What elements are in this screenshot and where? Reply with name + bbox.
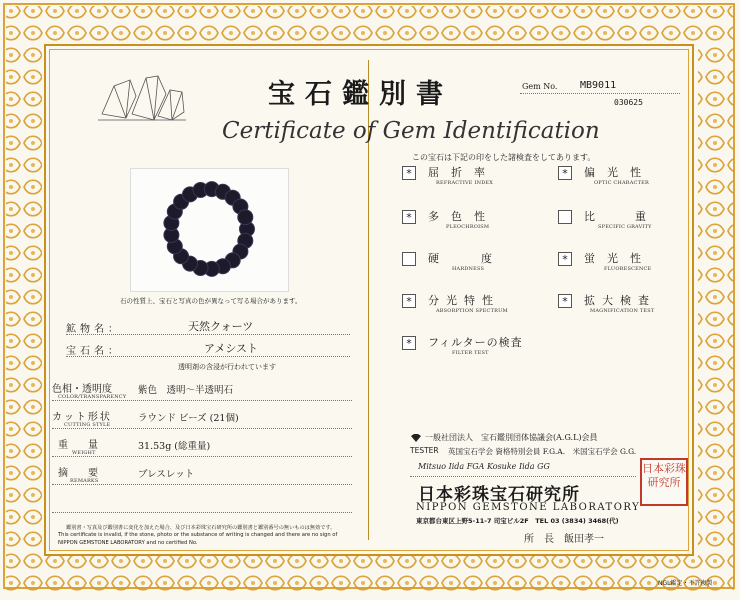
blank-line	[52, 512, 352, 513]
cut-line	[52, 428, 352, 429]
footer-note-en-1: This certificate is invalid, if the stone, photo or the substance of writing is changed and there are no sign of	[58, 532, 338, 538]
certificate-title-jp: 宝石鑑別書	[268, 79, 453, 110]
cut-label-en: CUTTING STYLE	[64, 422, 111, 428]
color-label: 色相・透明度	[52, 384, 112, 395]
test-checkbox-optic-character: *	[558, 166, 572, 180]
test-checkbox-hardness	[402, 252, 416, 266]
color-value: 紫色 透明～半透明石	[138, 385, 234, 396]
test-fluorescence-en: FLUORESCENCE	[604, 266, 652, 272]
weight-label: 重 量	[58, 440, 98, 451]
certificate-title-en: Certificate of Gem Identification	[222, 118, 600, 144]
test-pleochroism-en: PLEOCHROISM	[446, 224, 490, 230]
lab-name-jp: 日本彩珠宝石研究所	[418, 485, 580, 505]
gem-name-value: アメシスト	[204, 342, 259, 355]
remarks-label-en: REMARKS	[70, 478, 99, 484]
bead	[238, 210, 253, 225]
test-absorption-spectrum: 分光特性	[428, 294, 500, 307]
test-checkbox-absorption-spectrum: *	[402, 294, 416, 308]
test-checkbox-filter-test: *	[402, 336, 416, 350]
test-checkbox-magnification-test: *	[558, 294, 572, 308]
test-magnification-test-en: MAGNIFICATION TEST	[590, 308, 655, 314]
weight-line	[52, 456, 352, 457]
test-filter-test: フィルターの検査	[428, 336, 523, 349]
cut-value: ラウンド ビーズ (21個)	[138, 413, 239, 424]
treatment-note: 透明剤の含浸が行われています	[178, 363, 276, 371]
gem-no-label: Gem No.	[522, 82, 558, 91]
test-hardness: 硬度	[428, 252, 534, 265]
gem-photo	[130, 168, 289, 292]
tester-signatures: Mitsuo Iida FGA Kosuke Iida GG	[418, 462, 550, 471]
lab-address: 東京都台東区上野5-11-7 司宝ビル2F TEL 03 (3834) 3468(代)	[416, 517, 619, 525]
cut-label: カット形状	[52, 412, 112, 423]
gem-name-label: 宝石名：	[66, 346, 122, 357]
color-line	[52, 400, 352, 401]
lab-name-en: NIPPON GEMSTONE LABORATORY	[416, 502, 641, 513]
mineral-name-line	[66, 334, 350, 335]
bottom-note: NGL鑑定・不許複製	[658, 580, 713, 587]
photo-note: 石の性質上、宝石と写真の色が異なって写る場合があります。	[120, 297, 302, 305]
tester-text: 英国宝石学会 資格特別会員 F.G.A. 米国宝石学会 G.G.	[448, 447, 637, 456]
signature-line	[410, 476, 636, 477]
crystal-drawing	[96, 74, 188, 122]
test-checkbox-fluorescence: *	[558, 252, 572, 266]
lab-director: 所 長 飯田孝一	[524, 534, 604, 545]
remarks-label: 摘 要	[58, 468, 98, 479]
remarks-value: ブレスレット	[138, 469, 195, 480]
test-optic-character: 偏光性	[584, 166, 653, 179]
test-checkbox-pleochroism: *	[402, 210, 416, 224]
mineral-name-value: 天然クォーツ	[188, 320, 254, 333]
serial-number: 030625	[614, 98, 643, 107]
gem-no-value: MB9011	[580, 80, 617, 91]
test-checkbox-refractive-index: *	[402, 166, 416, 180]
test-optic-character-en: OPTIC CHARACTER	[594, 180, 649, 186]
gem-name-line	[66, 356, 350, 357]
footer-note-jp: 鑑別書・写真及び鑑別書に変化を加えた場合、及び日本彩珠宝石研究所の鑑別書と鑑別番号の無いものは無効です。	[66, 525, 336, 531]
gem-no-line	[520, 93, 680, 94]
test-checkbox-specific-gravity	[558, 210, 572, 224]
tester-label: TESTER	[410, 446, 439, 455]
mineral-name-label: 鉱物名：	[66, 324, 122, 335]
test-specific-gravity-en: SPECIFIC GRAVITY	[598, 224, 652, 230]
test-refractive-index-en: REFRACTIVE INDEX	[436, 180, 494, 186]
tests-intro: この宝石は下記の印をした諸検査をしてあります。	[412, 153, 596, 162]
diamond-logo-icon	[410, 434, 422, 442]
test-absorption-spectrum-en: ABSORPTION SPECTRUM	[436, 308, 508, 314]
test-pleochroism: 多色性	[428, 210, 497, 223]
test-hardness-en: HARDNESS	[452, 266, 485, 272]
association-text: 一般社団法人 宝石鑑別団体協議会(A.G.L)会員	[425, 433, 598, 442]
color-label-en: COLOR/TRANSPARENCY	[58, 394, 127, 400]
weight-value: 31.53g (総重量)	[138, 441, 211, 452]
official-seal: 日本彩珠研究所	[640, 458, 688, 506]
weight-label-en: WEIGHT	[72, 450, 96, 456]
test-fluorescence: 蛍光性	[584, 252, 653, 265]
test-magnification-test: 拡大検査	[584, 294, 656, 307]
test-specific-gravity: 比重	[584, 210, 686, 223]
test-refractive-index: 屈折率	[428, 166, 497, 179]
footer-note-en-2: NIPPON GEMSTONE LABORATORY and no certified No.	[58, 540, 198, 546]
test-filter-test-en: FILTER TEST	[452, 350, 489, 356]
bracelet-image	[131, 169, 288, 291]
remarks-line	[52, 484, 352, 485]
